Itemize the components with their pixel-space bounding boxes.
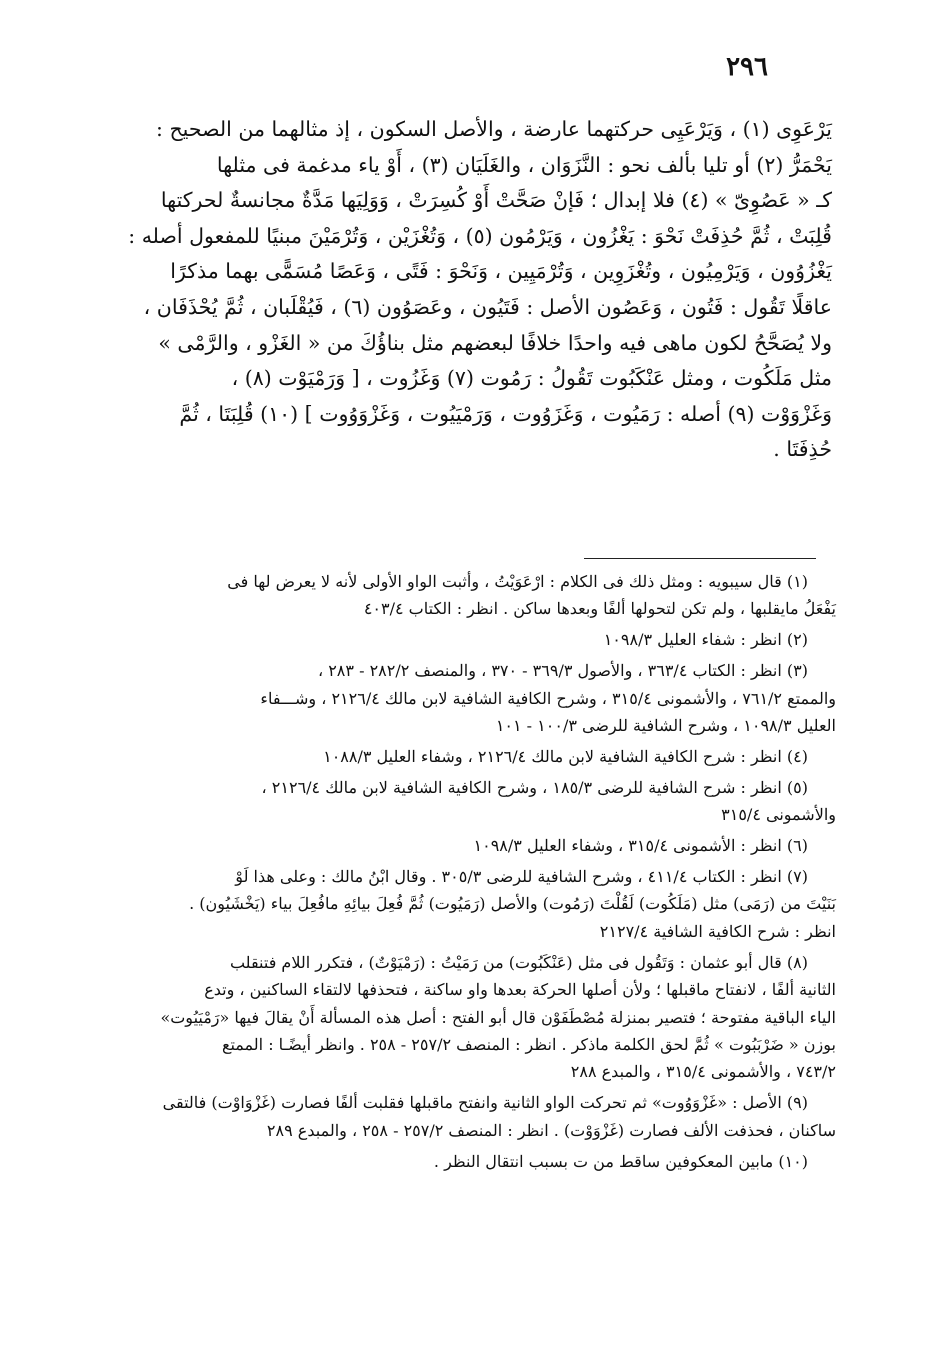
footnote-line: العليل ١٠٩٨/٣ ، وشرح الشافية للرضى ١٠٠/٣ - ١٠١ [495, 716, 836, 736]
footnote-5 [124, 774, 836, 829]
footnote-line: (٧) انظر : الكتاب ٤١١/٤ ، وشرح الشافية للرضى ٣٠٥/٣ . وقال ابْنُ مالك : وعلى هذا لَوْ [235, 867, 808, 887]
body-line: يَحْمَرُّ (٢) أو تليا بألف نحو : النَّزَوَان ، والغَلَيَان (٣) ، أَوْ ياء مدغمة فى مثلها [216, 152, 832, 177]
footnote-line: والممتع ٧٦١/٢ ، والأشمونى ٣١٥/٤ ، وشرح الكافية الشافية لابن مالك ٢١٢٦/٤ ، وشـــفاء [260, 688, 836, 708]
footnote-line: الثانية ألفًا ، لانفتاح ماقبلها ؛ ولأن أصلها الحركة بعدها واو ساكنة ، فتحذفها لالتقاء الساكنين ، وتدع [204, 980, 836, 1000]
footnotes [124, 568, 836, 1179]
body-line: كـ « عَصُوِىّ » (٤) فلا إبدال ؛ فَإنْ صَحَّتْ أَوْ كُسِرَتْ ، وَوَلِيَها مَدَّةٌ مجانسةٌ لحركتها [160, 188, 832, 213]
footnote-line: بَنَيْتَ من (رَمَى) مثل (مَلَكُوت) لَقُلْتَ (رَمُوت) والأصل (رَمَيُوت) ثُمَّ فُعِلَ بيائِهِ مافُعِلَ بياء (يَخْشَيُون) . [189, 894, 836, 914]
footnote-line: ساكنان ، فحذفت الألف فصارت (غَزْوَوْت) . انظر : المنصف ٢٥٧/٢ - ٢٥٨ ، والمبدع ٢٨٩ [266, 1120, 836, 1140]
footnote-9 [124, 1089, 836, 1144]
footnote-line: (١) قال سيبويه : ومثل ذلك فى الكلام : ارْعَوَيْتُ ، وأثبت الواو الأولى لأنه لا يعرض لها فى [227, 572, 808, 591]
footnote-line: بوزن « ضَرْبَبُوت » ثُمَّ لحق الكلمة ماذكر . انظر : المنصف ٢٥٧/٢ - ٢٥٨ . وانظر أيضًـا : الممتع [221, 1035, 836, 1054]
footnote-4 [124, 743, 836, 770]
footnote-line: (١٠) مابين المعكوفين ساقط من ت بسبب انتقال النظر . [433, 1151, 808, 1171]
footnote-line: (٨) قال أبو عثمان : وَتَقُول فى مثل (عَنْكَبُوت) من رَمَيْتُ : (رَمْيَوْتٌ) ، فتكرر اللام فتنقلب [229, 952, 808, 972]
footnote-line: (٥) انظر : شرح الشافية للرضى ١٨٥/٣ ، وشرح الكافية الشافية لابن مالك ٢١٢٦/٤ ، [261, 777, 808, 797]
main-text [122, 112, 832, 468]
footnote-line: والأشمونى ٣١٥/٤ [721, 805, 836, 825]
body-line: يَرْعَوِى (١) ، وَيَرْعَيِى حركتهما عارضة ، والأصل السكون ، إذ مثالهما من الصحيح : [156, 117, 832, 141]
footnote-8 [124, 949, 836, 1086]
footnote-7 [124, 863, 836, 945]
footnote-line: يَفْعَلُ مايقلبها ، ولم تكن لتحولها ألفًا وبعدها ساكن . انظر : الكتاب ٤٠٣/٤ [363, 599, 836, 619]
footnote-divider [584, 558, 816, 559]
footnote-10 [124, 1148, 836, 1175]
footnote-line: (٩) الأصل : «غَزْوَوُوت» ثم تحركت الواو الثانية وانفتح ماقبلها فقلبت ألفًا فصارت (غَزْوَاوْت) فالتقى [162, 1093, 808, 1113]
body-line: ولا يُصَحَّحُ لكون ماهى فيه واحدًا خلافًا لبعضهم مثل بناؤُكَ من « الغَزْو ، والرَّمْى » [158, 330, 832, 355]
body-line: مثل مَلَكُوت ، ومثل عَنْكَبُوت تَقُولُ : رَمُوت (٧) وَغَزُوت ، [ وَرَمْيَوْت (٨) ، [231, 366, 832, 391]
body-line: حُذِفَتَا . [773, 437, 832, 462]
footnote-3 [124, 657, 836, 739]
body-line: قُلِبَتْ ، ثُمَّ حُذِفَتْ نَحْوَ : يَغْزُون ، وَيَرْمُون (٥) ، وَتُغْزَيْن ، وَتُرْمَيْنَ مبنيًا للمفعول أصله : [128, 223, 832, 248]
footnote-1 [124, 568, 836, 623]
footnote-line: (٤) انظر : شرح الكافية الشافية لابن مالك ٢١٢٦/٤ ، وشفاء العليل ١٠٨٨/٣ [323, 746, 808, 766]
footnote-line: (٢) انظر : شفاء العليل ١٠٩٨/٣ [603, 630, 808, 650]
body-line: عاقلًا تَقُول : فَتُون ، وَعَصُون الأصل : فَتَيُون ، وعَصَوُون (٦) ، فَيُقْلَبان ، ثُمَّ يُحْذَفَان ، [143, 294, 832, 319]
footnote-2 [124, 626, 836, 653]
footnote-line: (٣) انظر : الكتاب ٣٦٣/٤ ، والأصول ٣٦٩/٣ - ٣٧٠ ، والمنصف ٢٨٢/٢ - ٢٨٣ ، [317, 661, 808, 681]
body-line: وَغَزْوَوْت (٩) أصله : رَمَيُوت ، وَغَزَوُوت ، وَرَمْيَيُوت ، وَغَزْوَوُوت ] (١٠) قُلِبَتَا ، ثُمَّ [179, 401, 832, 426]
footnote-line: الياء الباقية مفتوحة ؛ فتصير بمنزلة مُصْطَفَوْن قال أبو الفتح : أصل هذه المسألة أَنْ يقالَ فيها «رَمْيَيُوت» [160, 1007, 836, 1027]
body-line: يَغْزُوُون ، وَيَرْمِيُون ، وتُغْزَوِين ، وَتُرْمَيِين ، وَنَحْوَ : فَتًى ، وَعَصًا مُسَمًّى بهما مذكرًا [170, 259, 832, 284]
footnote-line: انظر : شرح الكافية الشافية ٢١٢٧/٤ [599, 921, 836, 941]
footnote-line: (٦) انظر : الأشمونى ٣١٥/٤ ، وشفاء العليل ١٠٩٨/٣ [473, 836, 808, 856]
footnote-line: ٧٤٣/٢ ، والأشمونى ٣١٥/٤ ، والمبدع ٢٨٨ [570, 1062, 836, 1082]
footnote-6 [124, 832, 836, 859]
page-number: ٢٩٦ [726, 52, 768, 82]
